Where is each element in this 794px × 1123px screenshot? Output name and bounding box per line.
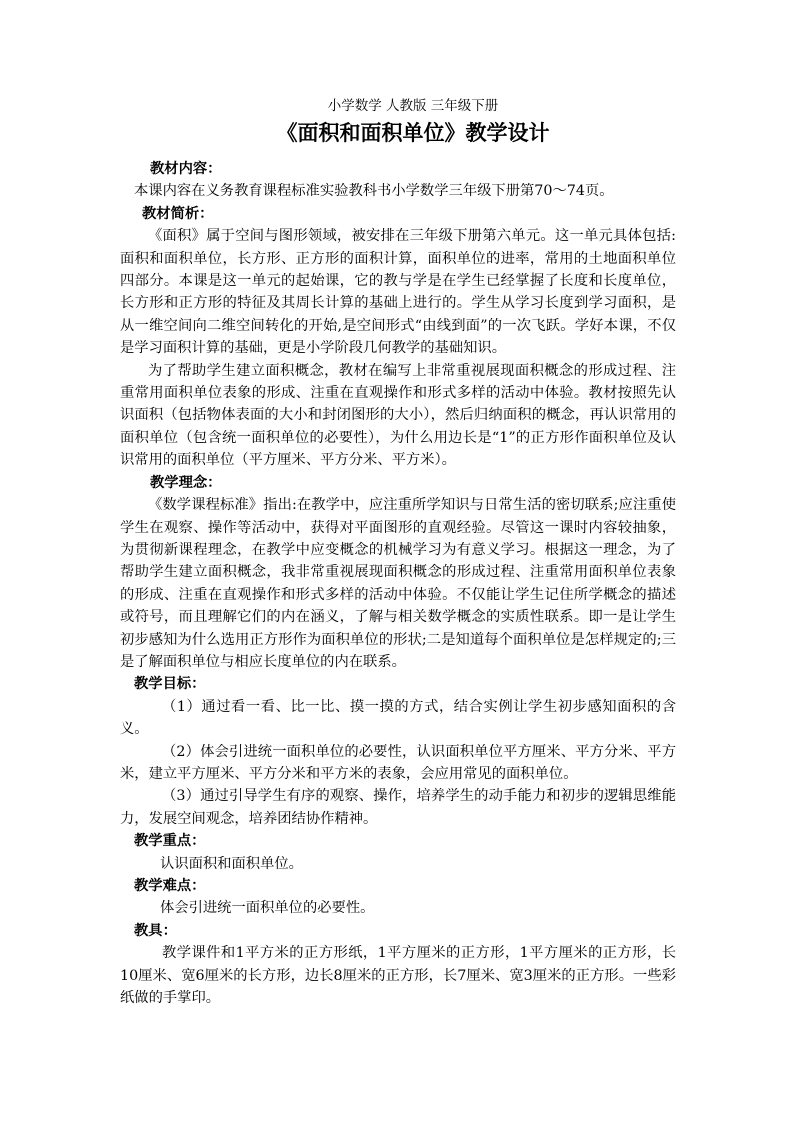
objective-item-3: （3）通过引导学生有序的观察、操作，培养学生的动手能力和初步的逻辑思维能力，发展空间观念，培养团结协作精神。 (120, 788, 676, 827)
section-heading-difficulties: 教学难点： (134, 878, 206, 894)
document-page (120, 96, 676, 1009)
key-points-text: 认识面积和面积单位。 (160, 855, 303, 872)
analysis-paragraph-2: 为了帮助学生建立面积概念，教材在编写上非常重视展现面积概念的形成过程、注重常用面积单位表象的形成、注重在直观操作和形式多样的活动中体验。教材按照先认识面积（包括物体表面的大小和封闭图形的大小），然后归纳面积的概念，再认识常用的面积单位（包含统一面积单位的必要性），为什么用边长是“1”的正方形作面积单位及认识常用的面积单位（平方厘米、平方分米、平方米）。 (120, 362, 676, 469)
difficulties-text: 体会引进统一面积单位的必要性。 (160, 900, 375, 917)
document-title: 《面积和面积单位》教学设计 (276, 120, 550, 145)
analysis-paragraph-1: 《面积》属于空间与图形领域，被安排在三年级下册第六单元。这一单元具体包括:面积和面积单位，长方形、正方形的面积计算，面积单位的进率，常用的土地面积单位四部分。本课是这一单元的起始课，它的教与学是在学生已经掌握了长度和长度单位，长方形和正方形的特征及其周长计算的基础上进行的。学生从学习长度到学习面积，是从一维空间向二维空间转化的开始,是空间形式“由线到面”的一次飞跃。学好本课，不仅是学习面积计算的基础，更是小学阶段几何教学的基础知识。 (120, 228, 676, 357)
objective-item-1: （1）通过看一看、比一比、摸一摸的方式，结合实例让学生初步感知面积的含义。 (120, 698, 676, 738)
content-text: 本课内容在义务教育课程标准实验教科书小学数学三年级下册第70～74页。 (134, 183, 614, 200)
document-subtitle: 小学数学 人教版 三年级下册 (327, 98, 499, 114)
section-heading-analysis: 教材简析： (142, 205, 214, 222)
section-heading-philosophy: 教学理念： (150, 474, 222, 491)
aids-text: 教学课件和1平方米的正方形纸，1平方厘米的正方形，1平方厘米的正方形，长10厘米、宽6厘米的长方形，边长8厘米的正方形，长7厘米、宽3厘米的正方形。一些彩纸做的手掌印。 (120, 945, 676, 1007)
philosophy-paragraph: 《数学课程标准》指出:在教学中，应注重所学知识与日常生活的密切联系;应注重使学生在观察、操作等活动中，获得对平面图形的直观经验。尽管这一课时内容较抽象，为贯彻新课程理念，在教学中应变概念的机械学习为有意义学习。根据这一理念，为了帮助学生建立面积概念，我非常重视展现面积概念的形成过程、注重常用面积单位表象的形成、注重在直观操作和形式多样的活动中体验。不仅能让学生记住所学概念的描述或符号，而且理解它们的内在涵义，了解与相关数学概念的实质性联系。即一是让学生初步感知为什么选用正方形作为面积单位的形状;二是知道每个面积单位是怎样规定的;三是了解面积单位与相应长度单位的内在联系。 (120, 497, 676, 670)
objective-item-2: （2）体会引进统一面积单位的必要性，认识面积单位平方厘米、平方分米、平方米，建立平方厘米、平方分米和平方米的表象，会应用常见的面积单位。 (120, 743, 676, 782)
section-heading-aids: 教具： (134, 922, 177, 939)
section-heading-content: 教材内容： (150, 161, 222, 177)
section-heading-objectives: 教学目标： (134, 676, 206, 693)
section-heading-key-points: 教学重点： (134, 833, 206, 850)
